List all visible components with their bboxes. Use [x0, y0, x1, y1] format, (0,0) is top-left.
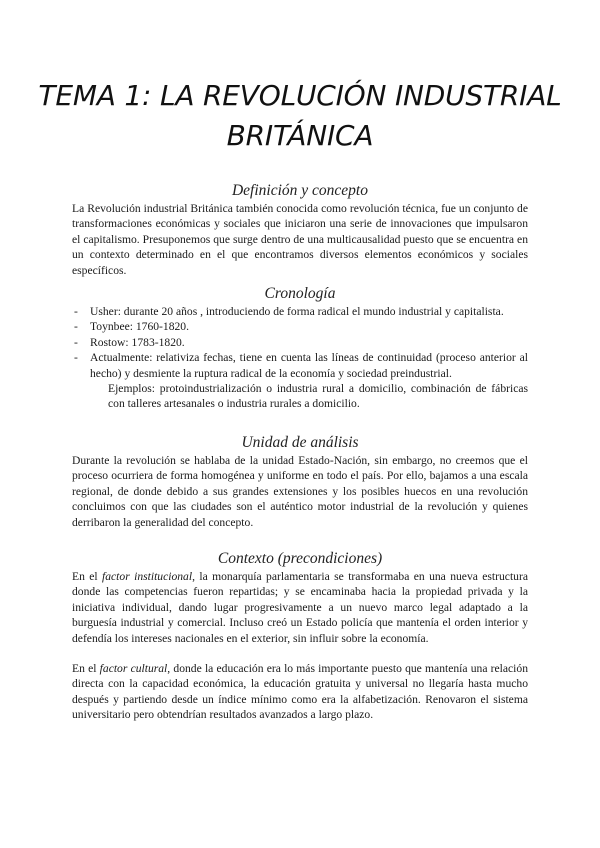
list-item-text: Toynbee: 1760-1820.	[90, 320, 190, 334]
section-definicion	[72, 181, 528, 278]
paragraph-unidad: Durante la revolución se hablaba de la unidad Estado-Nación, sin embargo, no creemos que el proceso ocurriera de forma homogénea y uniforme en todo el país. Por ello, bajamos a una escala regional, de donde debido a sus grandes extensiones y los posibles huecos en una revolución concluimos con que las ciudades son el auténtico motor industrial de la revolución y quienes derribaron la generalidad del concepto.	[72, 454, 528, 529]
heading-cronologia: Cronología	[264, 285, 336, 302]
list-item: - Actualmente: relativiza fechas, tiene en cuenta las líneas de continuidad (proceso anterior al hecho) y desmiente la ruptura radical de la economía y sociedad preindustrial.	[74, 351, 528, 380]
text-run: , donde la educación era lo más importante puesto que mantenía una relación directa con la capacidad económica, la educación gratuita y universal no llegaría hasta mucho después y partiendo desde un índice mínimo como era la alfabetización. Renovaron el sistema universitario pero obtendrían resultados avanzados a largo plazo.	[72, 662, 529, 722]
cronologia-example: Ejemplos: protoindustrialización o industria rural a domicilio, combinación de fábricas con talleres artesanales o industria rurales a domicilio.	[108, 382, 528, 411]
list-item: - Usher: durante 20 años , introduciendo de forma radical el mundo industrial y capitalista.	[74, 305, 504, 318]
list-item: - Rostow: 1783-1820.	[74, 335, 185, 349]
text-run: En el	[72, 570, 103, 583]
emphasis-factor-institucional: factor institucional	[102, 570, 193, 583]
document-title	[0, 76, 600, 156]
section-contexto	[72, 549, 528, 723]
title-line-2: BRITÁNICA	[226, 119, 374, 152]
section-unidad	[72, 433, 528, 530]
paragraph-factor-institucional	[72, 569, 528, 646]
list-item-text: Rostow: 1783-1820.	[90, 335, 185, 349]
list-item-text: Usher: durante 20 años , introduciendo de forma radical el mundo industrial y capitalista.	[90, 305, 504, 318]
list-item: - Toynbee: 1760-1820.	[74, 320, 190, 334]
heading-unidad: Unidad de análisis	[241, 434, 359, 451]
text-run: , la monarquía parlamentaria se transformaba en una nueva estructura donde las competencias fueron repartidas; y se encaminaba hacia la propiedad privada y la iniciativa individual, dando lugar progresivamente a un nuevo marco legal adaptado a la burguesía industrial y comercial. Incluso creó un Estado policía que mantenía el orden interior y defendía los intereses nacionales en el exterior, sin influir sobre la economía.	[72, 570, 528, 645]
emphasis-factor-cultural: factor cultural	[99, 662, 168, 676]
cronologia-list	[72, 304, 528, 381]
text-run: En el	[72, 662, 100, 676]
heading-contexto: Contexto (precondiciones)	[217, 550, 383, 567]
paragraph-definicion: La Revolución industrial Británica también conocida como revolución técnica, fue un conjunto de transformaciones económicas y sociales que iniciaron una serie de innovaciones que impulsaron el capitalismo. Presuponemos que surge dentro de una multicausalidad puesto que se encuentra en un contexto determinado en el que encontramos diversos elementos económicos y sociales específicos.	[72, 202, 528, 277]
section-cronologia	[72, 284, 528, 412]
title-line-1: TEMA 1: LA REVOLUCIÓN INDUSTRIAL	[38, 79, 562, 112]
paragraph-factor-cultural	[72, 661, 528, 723]
heading-definicion: Definición y concepto	[231, 182, 368, 199]
list-item-text: Actualmente: relativiza fechas, tiene en cuenta las líneas de continuidad (proceso anterior al hecho) y desmiente la ruptura radical de la economía y sociedad preindustrial.	[90, 351, 528, 380]
